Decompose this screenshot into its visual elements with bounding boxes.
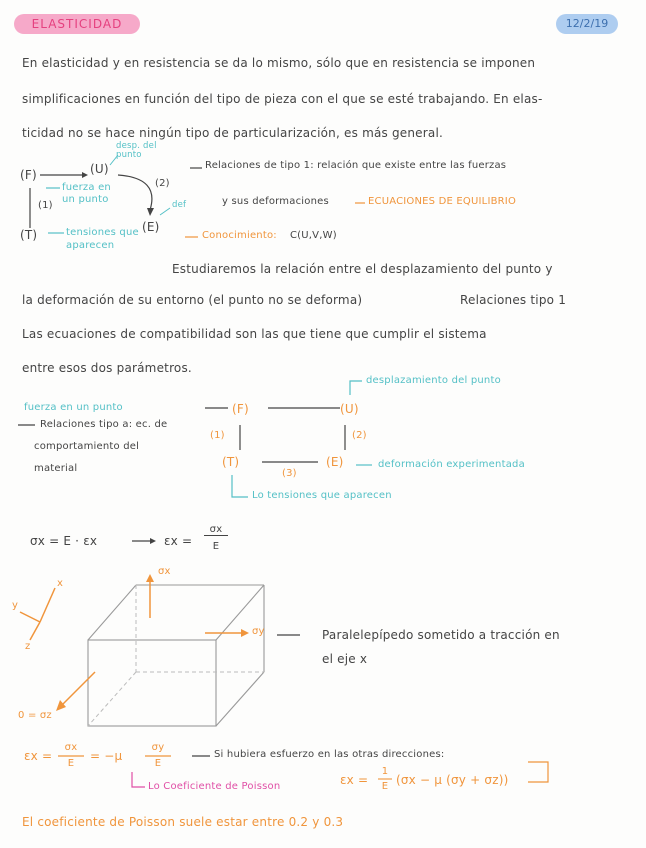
formula1-num: σx — [204, 524, 228, 536]
formula2-den1: E — [67, 758, 75, 769]
formula2-note: Si hubiera esfuerzo en las otras direcciones: — [214, 749, 445, 760]
cube-desc-2: el eje x — [322, 652, 368, 666]
formula2-den2: E — [154, 758, 162, 769]
intro-line-2: simplificaciones en función del tipo de pieza con el que se esté trabajando. En elas- — [22, 92, 543, 106]
cube-desc-1: Paralelepípedo sometido a tracción en — [322, 628, 560, 642]
formula2-rest: (σx − μ (σy + σz)) — [396, 773, 509, 787]
sigma-z: 0 = σz — [18, 710, 52, 721]
conocimiento-label: Conocimiento: — [202, 230, 277, 241]
sigma-y: σy — [252, 626, 265, 637]
sigma-x: σx — [158, 566, 171, 577]
para2-line-2b: Relaciones tipo 1 — [460, 293, 567, 307]
d1-n1: (1) — [38, 200, 53, 211]
formula2-ex: εx = — [24, 749, 53, 763]
intro-line-1: En elasticidad y en resistencia se da lo mismo, sólo que en resistencia se imponen — [22, 56, 536, 70]
d2-node-u: (U) — [340, 402, 359, 416]
para2-line-3: Las ecuaciones de compatibilidad son las que tiene que cumplir el sistema — [22, 327, 487, 341]
d2-n2: (2) — [352, 430, 367, 441]
d2-fuerza-label: fuerza en un punto — [24, 402, 123, 413]
formula2-mu: = −μ — [90, 749, 123, 763]
d1-node-u: (U) — [90, 162, 109, 176]
d2-desp-label: desplazamiento del punto — [366, 375, 501, 386]
conocimiento-value: C(U,V,W) — [290, 230, 337, 241]
footer-line: El coeficiente de Poisson suele estar entre 0.2 y 0.3 — [22, 815, 344, 829]
formula1-right: εx = — [164, 534, 193, 548]
formula2-frac-den: E — [381, 781, 389, 792]
formula1-den: E — [212, 541, 220, 552]
intro-line-3: ticidad no se hace ningún tipo de particularización, es más general. — [22, 126, 443, 140]
d1-def-label: def — [172, 200, 187, 210]
d2-n3: (3) — [282, 468, 297, 479]
ecuaciones-equilibrio: ECUACIONES DE EQUILIBRIO — [368, 196, 517, 207]
formula1-left: σx = E · εx — [30, 534, 98, 548]
d2-node-e: (E) — [326, 455, 344, 469]
d1-tensiones-label: tensiones que aparecen — [66, 227, 139, 251]
d2-node-t: (T) — [222, 455, 240, 469]
d1-node-f: (F) — [20, 168, 37, 182]
d1-fuerza-label: fuerza en un punto — [62, 182, 111, 205]
d2-rel-b: comportamiento del — [34, 441, 140, 452]
date-badge: 12/2/19 — [556, 14, 618, 34]
d2-node-f: (F) — [232, 402, 249, 416]
d2-rel-a: Relaciones tipo a: ec. de — [40, 419, 168, 430]
d1-node-t: (T) — [20, 228, 38, 242]
formula2-ex2: εx = — [340, 773, 369, 787]
formula2-frac-num: 1 — [381, 766, 389, 777]
axis-x: x — [57, 578, 64, 589]
d2-rel-c: material — [34, 463, 78, 474]
d1-n2: (2) — [155, 178, 170, 189]
para2-line-1: Estudiaremos la relación entre el desplazamiento del punto y — [172, 262, 553, 276]
d1-desp-label: desp. del punto — [116, 141, 157, 160]
d1-node-e: (E) — [142, 220, 160, 234]
poisson-label: Lo Coeficiente de Poisson — [148, 781, 281, 792]
d2-tensiones: Lo tensiones que aparecen — [252, 490, 392, 501]
relacion1b-text: y sus deformaciones — [222, 196, 329, 207]
page-title: ELASTICIDAD — [14, 14, 140, 34]
axis-z: z — [25, 641, 31, 652]
d2-def-exp: deformación experimentada — [378, 459, 525, 470]
d2-n1: (1) — [210, 430, 225, 441]
relacion1-text: Relaciones de tipo 1: relación que existe entre las fuerzas — [205, 160, 507, 171]
axis-y: y — [12, 600, 19, 611]
para2-line-2a: la deformación de su entorno (el punto no se deforma) — [22, 293, 363, 307]
formula2-num2: σy — [151, 742, 165, 753]
para2-line-4: entre esos dos parámetros. — [22, 361, 192, 375]
formula2-num1: σx — [64, 742, 78, 753]
